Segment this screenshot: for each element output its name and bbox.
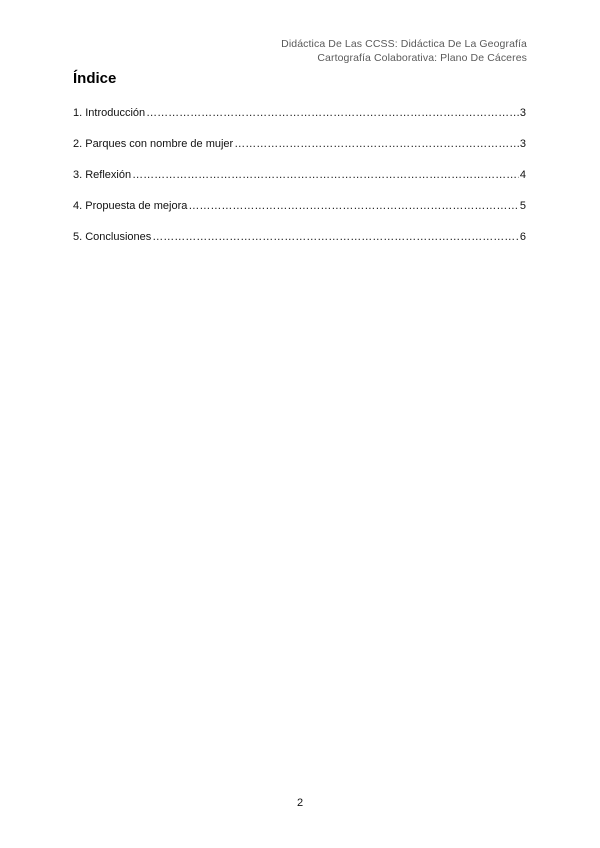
toc-entry-label: 4. Propuesta de mejora: [73, 200, 188, 212]
toc-entry-page: 5: [519, 200, 526, 212]
toc-entry-parques[interactable]: [73, 138, 526, 169]
toc-title: Índice: [73, 70, 117, 87]
header-course-title: Didáctica De Las CCSS: Didáctica De La Geografía: [281, 38, 527, 50]
table-of-contents: [73, 107, 526, 262]
toc-dot-leader: [188, 200, 519, 212]
toc-entry-label: 3. Reflexión: [73, 169, 132, 181]
toc-entry-propuesta[interactable]: [73, 200, 526, 231]
page-header: [281, 37, 527, 65]
toc-dot-leader: [146, 107, 519, 119]
toc-entry-conclusiones[interactable]: [73, 231, 526, 262]
toc-entry-introduccion[interactable]: [73, 107, 526, 138]
toc-entry-reflexion[interactable]: [73, 169, 526, 200]
toc-entry-label: 1. Introducción: [73, 107, 146, 119]
toc-entry-page: 4: [519, 169, 526, 181]
toc-entry-page: 3: [519, 138, 526, 150]
toc-entry-label: 5. Conclusiones: [73, 231, 152, 243]
page-number: 2: [296, 797, 304, 809]
toc-entry-label: 2. Parques con nombre de mujer: [73, 138, 234, 150]
toc-entry-page: 6: [519, 231, 526, 243]
toc-dot-leader: [152, 231, 519, 243]
header-project-title: Cartografía Colaborativa: Plano De Cáceres: [317, 52, 527, 64]
toc-dot-leader: [132, 169, 519, 181]
toc-dot-leader: [234, 138, 519, 150]
toc-entry-page: 3: [519, 107, 526, 119]
